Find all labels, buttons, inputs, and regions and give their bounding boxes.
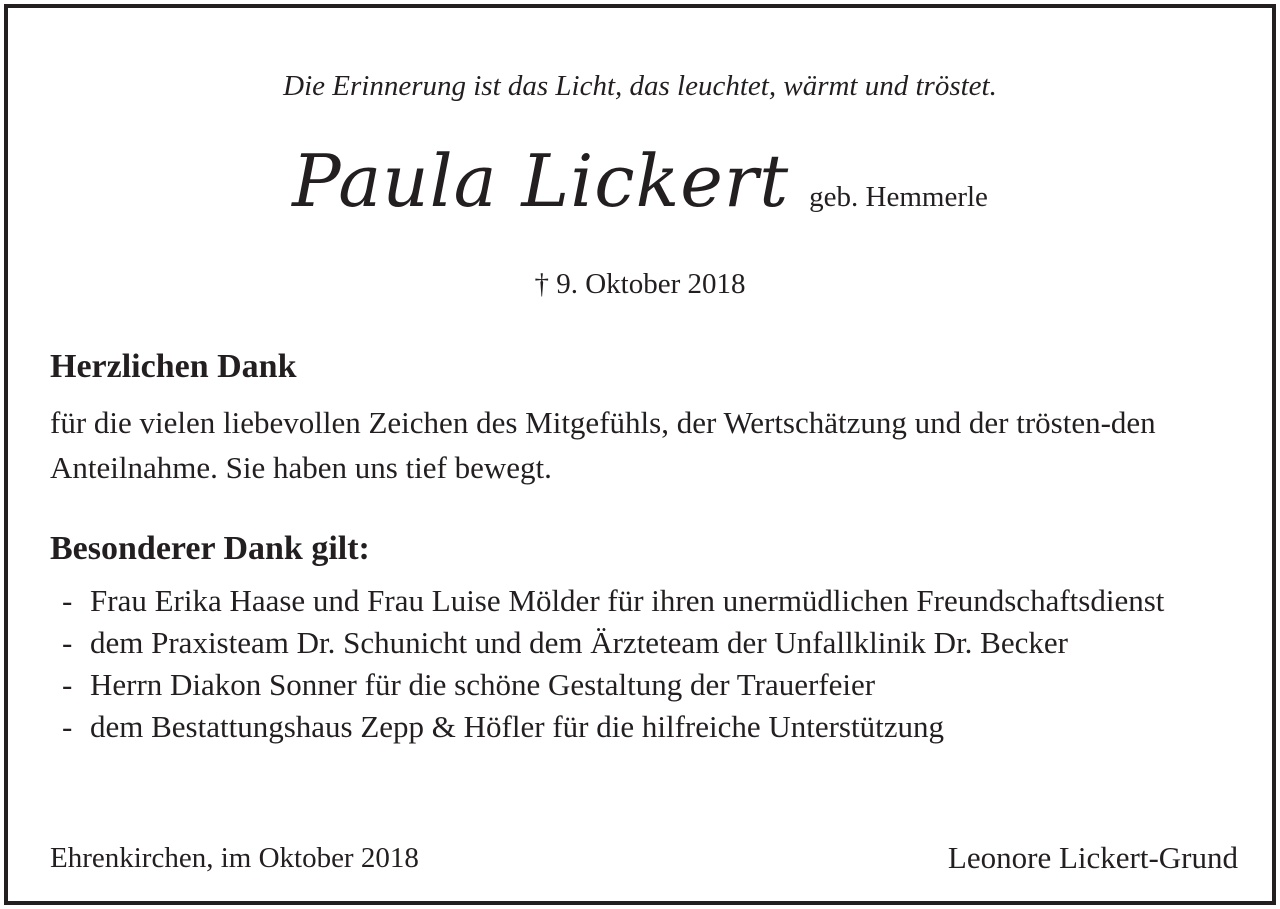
memorial-quote: Die Erinnerung ist das Licht, das leuchtet, wärmt und tröstet.: [283, 70, 997, 102]
list-item: - Herrn Diakon Sonner für die schöne Gestaltung der Trauerfeier: [62, 664, 1252, 706]
special-thanks-list: [62, 580, 1252, 748]
obituary-card: [4, 4, 1276, 905]
list-item: - dem Praxisteam Dr. Schunicht und dem Ärzteteam der Unfallklinik Dr. Becker: [62, 622, 1252, 664]
list-dash: -: [62, 667, 73, 702]
death-date: † 9. Oktober 2018: [534, 268, 746, 300]
list-item: - Frau Erika Haase und Frau Luise Mölder für ihren unermüdlichen Freundschaftsdienst: [62, 580, 1252, 622]
place-date: Ehrenkirchen, im Oktober 2018: [50, 842, 419, 874]
name-row: [8, 136, 1272, 226]
list-dash: -: [62, 583, 73, 618]
deceased-name: Paula Lickert: [292, 139, 790, 223]
signature: Leonore Lickert-Grund: [947, 840, 1238, 875]
list-dash: -: [62, 709, 73, 744]
list-dash: -: [62, 625, 73, 660]
list-item: - dem Bestattungshaus Zepp & Höfler für die hilfreiche Unterstützung: [62, 706, 1252, 748]
maiden-name: geb. Hemmerle: [809, 181, 988, 213]
thanks-text: für die vielen liebevollen Zeichen des Mitgefühls, der Wertschätzung und der trösten-den Anteilnahme. Sie haben uns tief bewegt.: [50, 405, 1156, 485]
heading-special-thanks: Besonderer Dank gilt:: [50, 530, 370, 567]
heading-thanks: Herzlichen Dank: [50, 348, 297, 385]
